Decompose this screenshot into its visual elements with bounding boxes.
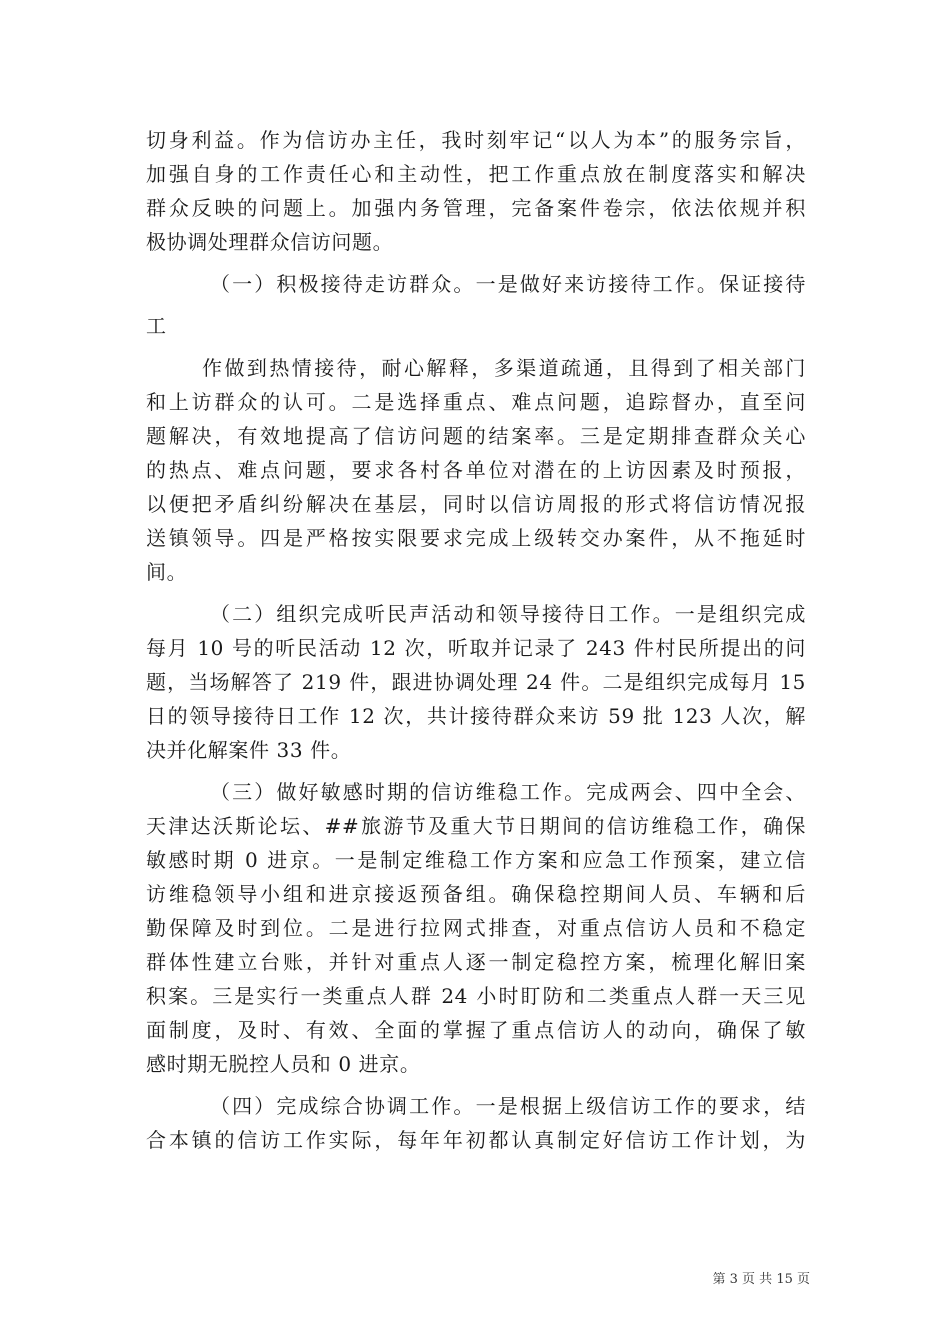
text-line: 感时期无脱控人员和 0 进京。 [146, 1052, 421, 1076]
text-line: 间。 [146, 560, 188, 584]
text-line: 天津达沃斯论坛、##旅游节及重大节日期间的信访维稳工作，确保 [146, 814, 806, 838]
text-line: 决并化解案件 33 件。 [146, 738, 352, 762]
text-line: 送镇领导。四是严格按实限要求完成上级转交办案件，从不拖延时 [146, 526, 806, 550]
text-line: 合本镇的信访工作实际，每年年初都认真制定好信访工作计划，为 [146, 1128, 806, 1152]
text-line: 每月 10 号的听民活动 12 次，听取并记录了 243 件村民所提出的问 [146, 636, 806, 660]
section-heading-line: （四）完成综合协调工作。一是根据上级信访工作的要求，结 [210, 1094, 806, 1118]
text-line: 敏感时期 0 进京。一是制定维稳工作方案和应急工作预案，建立信 [146, 848, 806, 872]
text-line: 题解决，有效地提高了信访问题的结案率。三是定期排查群众关心 [146, 424, 806, 448]
text-line: 加强自身的工作责任心和主动性，把工作重点放在制度落实和解决 [146, 162, 806, 186]
text-line: 工 [146, 314, 167, 338]
text-line: 勤保障及时到位。二是进行拉网式排查，对重点信访人员和不稳定 [146, 916, 806, 940]
text-line: 题，当场解答了 219 件，跟进协调处理 24 件。二是组织完成每月 15 [146, 670, 806, 694]
page-number: 第 3 页 共 15 页 [712, 1272, 810, 1287]
text-line: 群众反映的问题上。加强内务管理，完备案件卷宗，依法依规并积 [146, 196, 806, 220]
text-line: 以便把矛盾纠纷解决在基层，同时以信访周报的形式将信访情况报 [146, 492, 806, 516]
text-line: 群体性建立台账，并针对重点人逐一制定稳控方案，梳理化解旧案 [146, 950, 806, 974]
section-heading-line: （二）组织完成听民声活动和领导接待日工作。一是组织完成 [210, 602, 806, 626]
text-line: 作做到热情接待，耐心解释，多渠道疏通，且得到了相关部门 [202, 356, 806, 380]
text-line: 极协调处理群众信访问题。 [146, 230, 394, 254]
text-line: 和上访群众的认可。二是选择重点、难点问题，追踪督办，直至问 [146, 390, 806, 414]
text-line: 积案。三是实行一类重点人群 24 小时盯防和二类重点人群一天三见 [146, 984, 806, 1008]
section-heading-line: （一）积极接待走访群众。一是做好来访接待工作。保证接待 [210, 272, 806, 296]
text-line: 面制度，及时、有效、全面的掌握了重点信访人的动向，确保了敏 [146, 1018, 806, 1042]
text-line: 的热点、难点问题，要求各村各单位对潜在的上访因素及时预报， [146, 458, 806, 482]
section-heading-line: （三）做好敏感时期的信访维稳工作。完成两会、四中全会、 [210, 780, 806, 804]
text-line: 切身利益。作为信访办主任，我时刻牢记“以人为本”的服务宗旨， [146, 128, 806, 152]
text-line: 日的领导接待日工作 12 次，共计接待群众来访 59 批 123 人次，解 [146, 704, 806, 728]
text-line: 访维稳领导小组和进京接返预备组。确保稳控期间人员、车辆和后 [146, 882, 806, 906]
